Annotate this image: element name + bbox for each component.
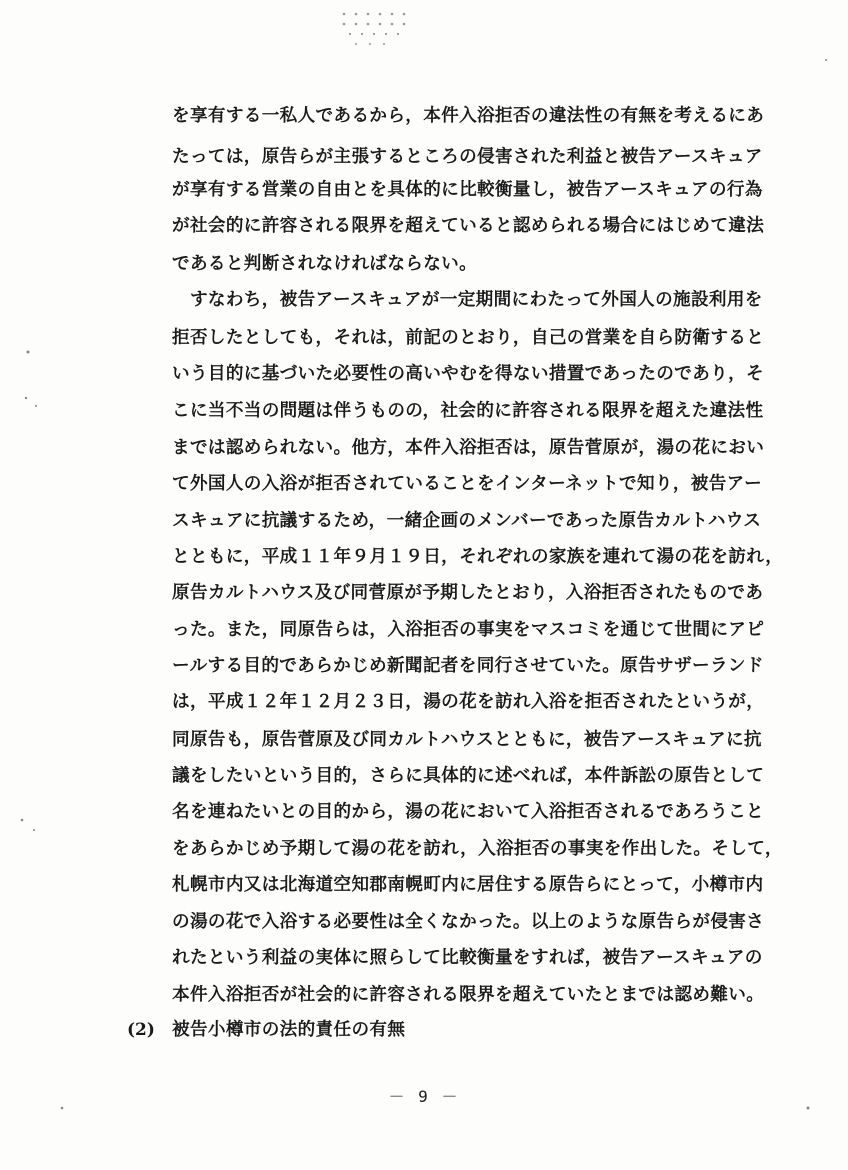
body-line-20: 名を連ねたいとの目的から，湯の花において入浴拒否されるであろうこと bbox=[172, 801, 764, 822]
section-number: (2) bbox=[127, 1020, 155, 1040]
body-line-09: こに当不当の問題は伴うものの，社会的に許容される限界を超えた違法性 bbox=[172, 400, 764, 421]
body-line-06: すなわち，被告アースキュアが一定期間にわたって外国人の施設利用を bbox=[172, 289, 763, 310]
body-line-03: が享有する営業の自由とを具体的に比較衡量し，被告アースキュアの行為 bbox=[172, 179, 763, 200]
body-line-24: れたという利益の実体に照らして比較衡量をすれば，被告アースキュアの bbox=[172, 947, 763, 968]
body-line-15: った。また，同原告らは，入浴拒否の事実をマスコミを通じて世間にアピ bbox=[172, 619, 765, 640]
page-number: － 9 － bbox=[388, 1087, 460, 1106]
body-line-01: を享有する一私人であるから，本件入浴拒否の違法性の有無を考えるにあ bbox=[172, 105, 765, 126]
body-line-16: ールする目的であらかじめ新聞記者を同行させていた。原告サザーランド bbox=[172, 655, 764, 676]
body-line-17: は，平成１２年１２月２３日，湯の花を訪れ入浴を拒否されたというが， bbox=[172, 691, 765, 712]
body-line-23: の湯の花で入浴する必要性は全くなかった。以上のような原告らが侵害さ bbox=[172, 911, 765, 932]
body-line-14: 原告カルトハウス及び同菅原が予期したとおり，入浴拒否されたものであ bbox=[172, 582, 764, 603]
body-line-22: 札幌市内又は北海道空知郡南幌町内に居住する原告らにとって，小樽市内 bbox=[172, 874, 764, 895]
body-line-18: 同原告も，原告菅原及び同カルトハウスとともに，被告アースキュアに抗 bbox=[172, 729, 762, 750]
body-line-10: までは認められない。他方，本件入浴拒否は，原告菅原が，湯の花におい bbox=[172, 437, 765, 458]
body-line-11: て外国人の入浴が拒否されていることをインターネットで知り，被告アー bbox=[172, 473, 763, 494]
body-line-25: 本件入浴拒否が社会的に許容される限界を超えていたとまでは認め難い。 bbox=[172, 984, 765, 1005]
body-line-05: であると判断されなければならない。 bbox=[172, 253, 478, 274]
body-line-19: 議をしたいという目的，さらに具体的に述べれば，本件訴訟の原告として bbox=[172, 765, 765, 786]
body-line-02: たっては，原告らが主張するところの侵害された利益と被告アースキュア bbox=[172, 146, 763, 167]
body-line-07: 拒否したとしても，それは，前記のとおり，自己の営業を自ら防衛すると bbox=[172, 327, 765, 348]
body-line-13: とともに，平成１１年９月１９日，それぞれの家族を連れて湯の花を訪れ， bbox=[172, 546, 784, 567]
punch-hole-marks bbox=[330, 6, 420, 56]
body-line-08: いう目的に基づいた必要性の高いやむを得ない措置であったのであり，そ bbox=[172, 363, 764, 384]
section-heading: 被告小樽市の法的責任の有無 bbox=[172, 1019, 406, 1040]
body-line-04: が社会的に許容される限界を超えていると認められる場合にはじめて違法 bbox=[172, 215, 765, 236]
body-line-12: スキュアに抗議するため，一緒企画のメンバーであった原告カルトハウス bbox=[172, 510, 762, 531]
body-line-21: をあらかじめ予期して湯の花を訪れ，入浴拒否の事実を作出した。そして， bbox=[172, 838, 783, 859]
